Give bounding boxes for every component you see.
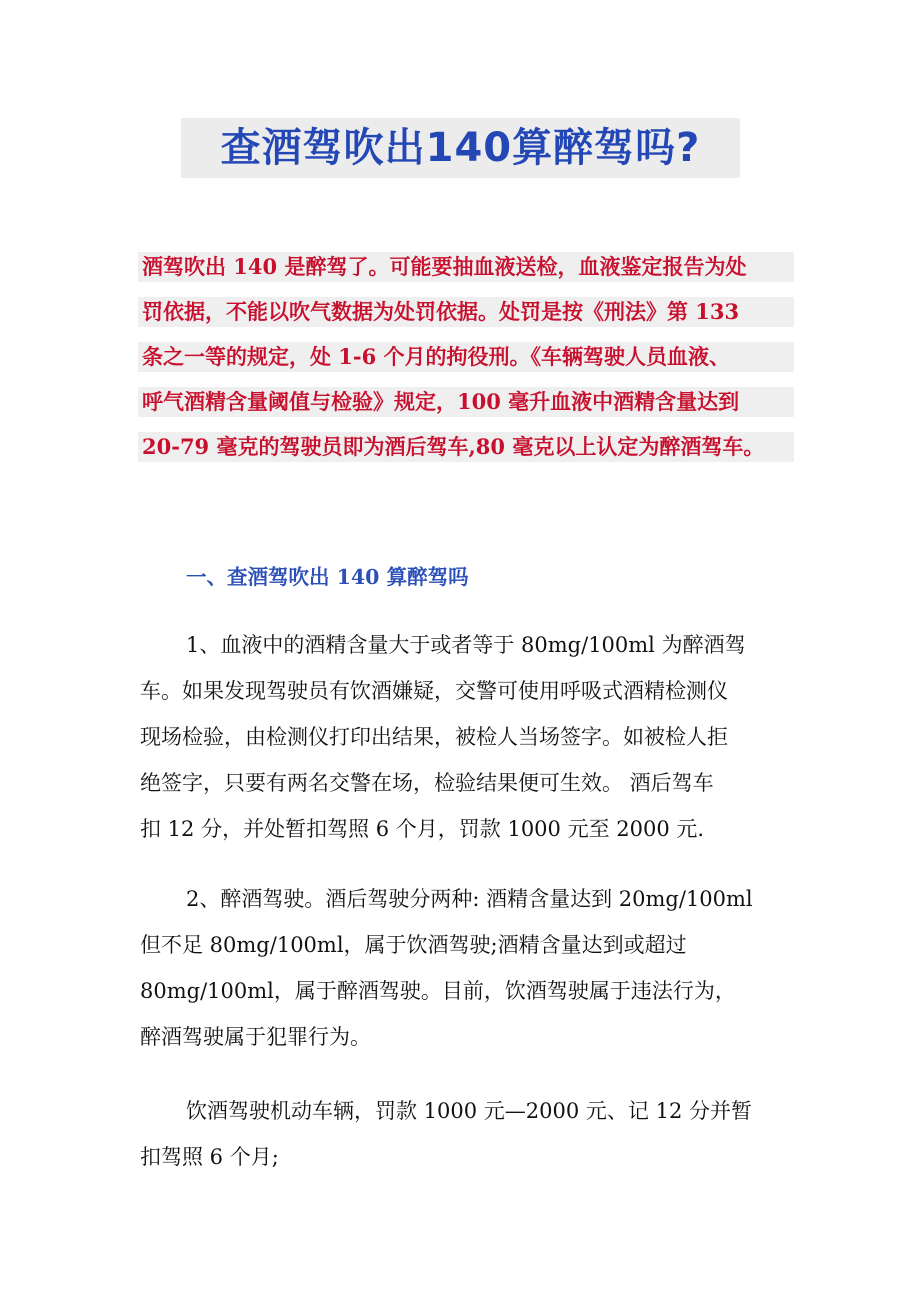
paragraph-1: [140, 622, 746, 852]
summary-block: [138, 252, 794, 477]
paragraph-line: 绝签字，只要有两名交警在场，检验结果便可生效。 酒后驾车: [140, 771, 714, 795]
paragraph-line: 扣 12 分，并处暂扣驾照 6 个月，罚款 1000 元至 2000 元.: [140, 817, 705, 841]
paragraph-line: 80mg/100ml，属于醉酒驾驶。目前，饮酒驾驶属于违法行为，: [140, 979, 736, 1003]
paragraph-2: [140, 876, 753, 1060]
paragraph-line: 醉酒驾驶属于犯罪行为。: [140, 1025, 371, 1049]
summary-line: 20-79 毫克的驾驶员即为酒后驾车,80 毫克以上认定为醉酒驾车。: [138, 432, 794, 462]
paragraph-line: 但不足 80mg/100ml，属于饮酒驾驶;酒精含量达到或超过: [140, 933, 687, 957]
paragraph-3: [140, 1088, 752, 1180]
summary-line: 酒驾吹出 140 是醉驾了。可能要抽血液送检，血液鉴定报告为处: [138, 252, 794, 282]
section-heading: 一、查酒驾吹出 140 算醉驾吗: [186, 565, 469, 589]
summary-line: 条之一等的规定，处 1-6 个月的拘役刑。《车辆驾驶人员血液、: [138, 342, 794, 372]
paragraph-line: 饮酒驾驶机动车辆，罚款 1000 元—2000 元、记 12 分并暂: [186, 1099, 752, 1123]
paragraph-line: 扣驾照 6 个月;: [140, 1145, 279, 1169]
paragraph-line: 现场检验，由检测仪打印出结果，被检人当场签字。如被检人拒: [140, 725, 728, 749]
document-title: 查酒驾吹出140算醉驾吗?: [181, 118, 740, 178]
paragraph-line: 2、醉酒驾驶。酒后驾驶分两种: 酒精含量达到 20mg/100ml: [186, 887, 753, 911]
paragraph-line: 1、血液中的酒精含量大于或者等于 80mg/100ml 为醉酒驾: [186, 633, 746, 657]
summary-line: 呼气酒精含量阈值与检验》规定，100 毫升血液中酒精含量达到: [138, 387, 794, 417]
summary-line: 罚依据，不能以吹气数据为处罚依据。处罚是按《刑法》第 133: [138, 297, 794, 327]
paragraph-line: 车。如果发现驾驶员有饮酒嫌疑，交警可使用呼吸式酒精检测仪: [140, 679, 728, 703]
